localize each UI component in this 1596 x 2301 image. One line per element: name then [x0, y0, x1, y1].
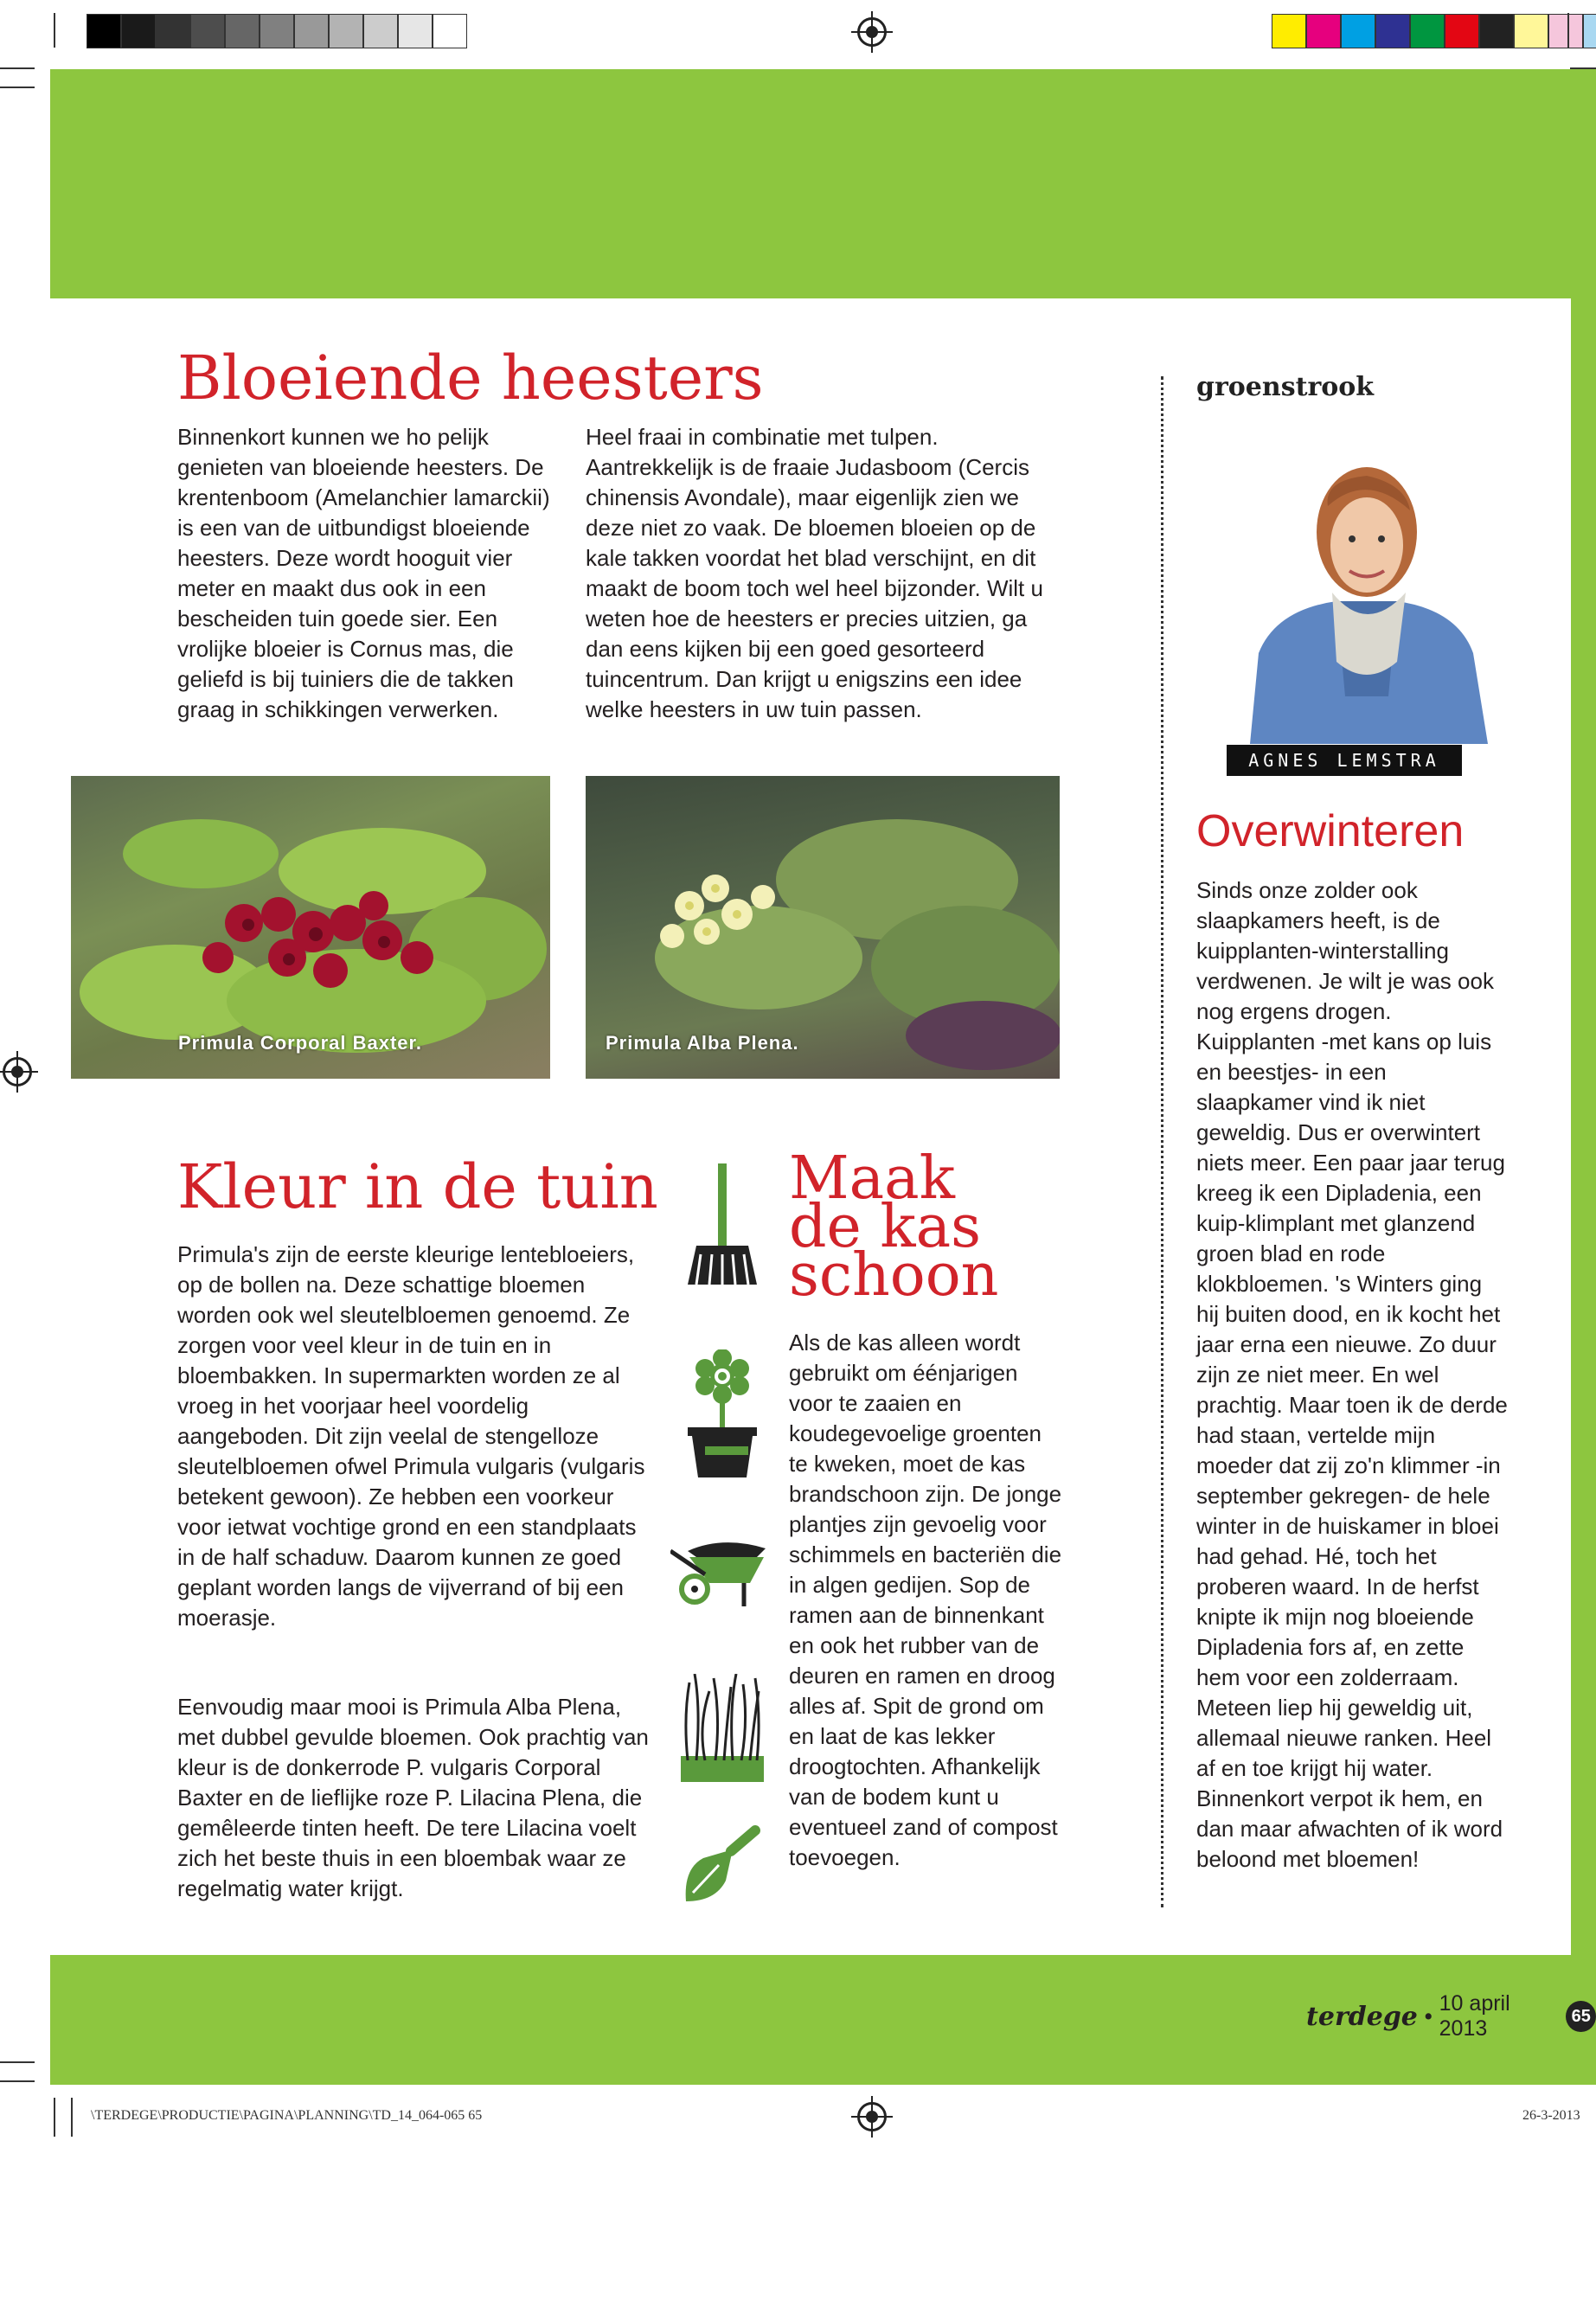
article-title: Kleur in de tuin — [177, 1151, 658, 1222]
article-paragraph: Primula's zijn de eerste kleurige lentebloeiers, op de bollen na. Deze schattige bloemen worden ook wel sleutelbloemen genoemd. Ze zorgen voor veel kleur in de tuin en in bloembakken. In supermarkten worden ze al vroeg in het voorjaar heel voordelig aangeboden. Dit zijn veelal de stengelloze sleutelbloemen ofwel Primula vulgaris (vulgaris betekent gewoon). Ze hebben een voorkeur voor ietwat vochtige grond en een standplaats in de half schaduw. Daarom kunnen ze goed geplant worden langs de vijverrand of bij een moerasje. — [177, 1241, 645, 1631]
photo-primula-corporal-baxter — [71, 776, 550, 1079]
article-text-col1: Binnenkort kunnen we ho pelijk genieten van bloeiende heesters. De krentenboom (Amelanchier lamarckii) is een van de uitbundigst bloeiende heesters. Deze wordt hooguit vier meter en maakt dus ook in een bescheiden tuin goede sier. Een vrolijke bloeier is Cornus mas, die geliefd is bij tuiniers die de takken graag in schikkingen verwerken. — [177, 424, 550, 722]
color-swatch — [433, 14, 467, 48]
color-swatch — [121, 14, 156, 48]
article-text-col2: Heel fraai in combinatie met tulpen. Aantrekkelijk is de fraaie Judasboom (Cercis chinensis Avondale), maar eigenlijk zien we deze niet zo vaak. De bloemen bloeien op de kale takken voordat het blad verschijnt, en dit maakt de boom toch wel heel bijzonder. Wilt u weten hoe de heesters er precies uitzien, ga dan eens kijken bij een goed gesorteerd tuincentrum. Dan krijgt u enigszins een idee welke heesters in uw tuin passen. — [586, 424, 1043, 722]
issue-date: 10 april 2013 — [1439, 1991, 1510, 2041]
column-text: Sinds onze zolder ook slaapkamers heeft, is de kuipplanten-winterstalling verdwenen. Je wilt je was ook nog ergens drogen. Kuipplanten -met kans op luis en beestjes- in een slaapkamer vind ik niet geweldig. Dus er overwintert niets meer. Een paar jaar terug kreeg ik een Dipladenia, een kuip-klimplant met glanzend groen blad en rode klokbloemen. 's Winters ging hij buiten dood, en ik kocht het jaar erna een nieuwe. Zo duur zijn ze niet meer. En wel prachtig. Maar toen ik de derde had staan, vertelde mijn moeder dat zij zo'n klimmer -in september gekregen- de hele winter in de huiskamer in bloei had gehad. Hé, toch het proberen waard. In de herfst knipte ik mijn nog bloeiende Dipladenia fors af, en zette hem voor een zolderraam. Meteen liep hij geweldig uit, allemaal nieuwe ranken. Heel af en toe krijgt hij water. Binnenkort verpot ik hem, en dan maar afwachten of ik word beloond met bloemen! — [1196, 877, 1508, 1872]
article-paragraph: Eenvoudig maar mooi is Primula Alba Plena, met dubbel gevulde bloemen. Ook prachtig van kleur is de donkerrode P. vulgaris Corporal Baxter en de lieflijke roze P. Lilacina Plena, die gemêleerde tinten heeft. De tere Lilacina voelt zich het beste thuis in een bloembak waar ze regelmatig water krijgt. — [177, 1694, 649, 1901]
wheelbarrow-icon — [670, 1535, 774, 1613]
color-swatch — [190, 14, 225, 48]
brand-logo: terdege — [1306, 2001, 1418, 2032]
color-swatch — [1375, 14, 1410, 48]
title-line: Maak — [789, 1144, 955, 1213]
crop-mark — [0, 87, 35, 88]
color-swatch — [1548, 14, 1583, 48]
article-title: Bloeiende heesters — [177, 343, 764, 413]
crop-mark — [0, 2061, 35, 2063]
article-title — [789, 1144, 999, 1310]
photo-caption: Primula Corporal Baxter. — [178, 1032, 422, 1054]
color-swatch — [225, 14, 260, 48]
author-portrait — [1241, 437, 1492, 744]
color-swatch — [398, 14, 433, 48]
crop-mark — [54, 13, 55, 48]
column-divider — [1161, 376, 1163, 1907]
crop-mark — [0, 67, 35, 69]
registration-mark-bottom — [857, 2102, 887, 2131]
photo-caption: Primula Alba Plena. — [606, 1032, 799, 1054]
color-swatch — [1410, 14, 1445, 48]
color-swatch — [260, 14, 294, 48]
rake-icon — [679, 1163, 766, 1289]
slug-date: 26-3-2013 — [1522, 2108, 1580, 2123]
color-swatches — [1272, 14, 1596, 48]
photo-primula-alba-plena — [586, 776, 1060, 1079]
color-swatch — [87, 14, 121, 48]
title-line: de kas — [789, 1193, 982, 1261]
trowel-icon — [679, 1825, 766, 1907]
color-swatch — [1306, 14, 1341, 48]
grayscale-swatches — [87, 14, 467, 48]
color-swatch — [1272, 14, 1306, 48]
crop-mark — [54, 2098, 55, 2137]
registration-mark-top — [857, 17, 887, 47]
potted-flower-icon — [679, 1349, 766, 1479]
color-swatch — [1445, 14, 1479, 48]
column-label: groenstrook — [1196, 372, 1375, 402]
crop-mark — [0, 2080, 35, 2082]
color-swatch — [1514, 14, 1548, 48]
color-swatch — [294, 14, 329, 48]
separator-bullet: • — [1424, 2003, 1433, 2029]
color-swatch — [1479, 14, 1514, 48]
crop-mark — [71, 2098, 73, 2137]
page-number: 65 — [1566, 2001, 1596, 2032]
article-text: Als de kas alleen wordt gebruikt om éénjarigen voor te zaaien en koudegevoelige groenten te kweken, moet de kas brandschoon zijn. De jonge plantjes zijn gevoelig voor schimmels en bacteriën die in algen gedijen. Sop de ramen aan de binnenkant en ook het rubber van de deuren en ramen en droog alles af. Spit de grond om en laat de kas lekker droogtochten. Afhankelijk van de bodem kunt u eventueel zand of compost toevoegen. — [789, 1330, 1062, 1870]
title-line: schoon — [789, 1241, 999, 1310]
color-swatch — [1341, 14, 1375, 48]
registration-mark-left — [3, 1057, 32, 1086]
color-swatch — [329, 14, 363, 48]
column-title: Overwinteren — [1196, 806, 1465, 856]
author-illustration — [1241, 437, 1492, 744]
color-swatch — [1583, 14, 1596, 48]
green-header-band — [50, 69, 1596, 324]
crop-mark — [1567, 13, 1569, 48]
color-swatch — [363, 14, 398, 48]
color-swatch — [156, 14, 190, 48]
grass-icon — [679, 1674, 766, 1786]
slug-path: \TERDEGE\PRODUCTIE\PAGINA\PLANNING\TD_14_064-065 65 — [91, 2108, 483, 2123]
footer-info — [1306, 1991, 1596, 2041]
author-name: AGNES LEMSTRA — [1227, 745, 1462, 776]
